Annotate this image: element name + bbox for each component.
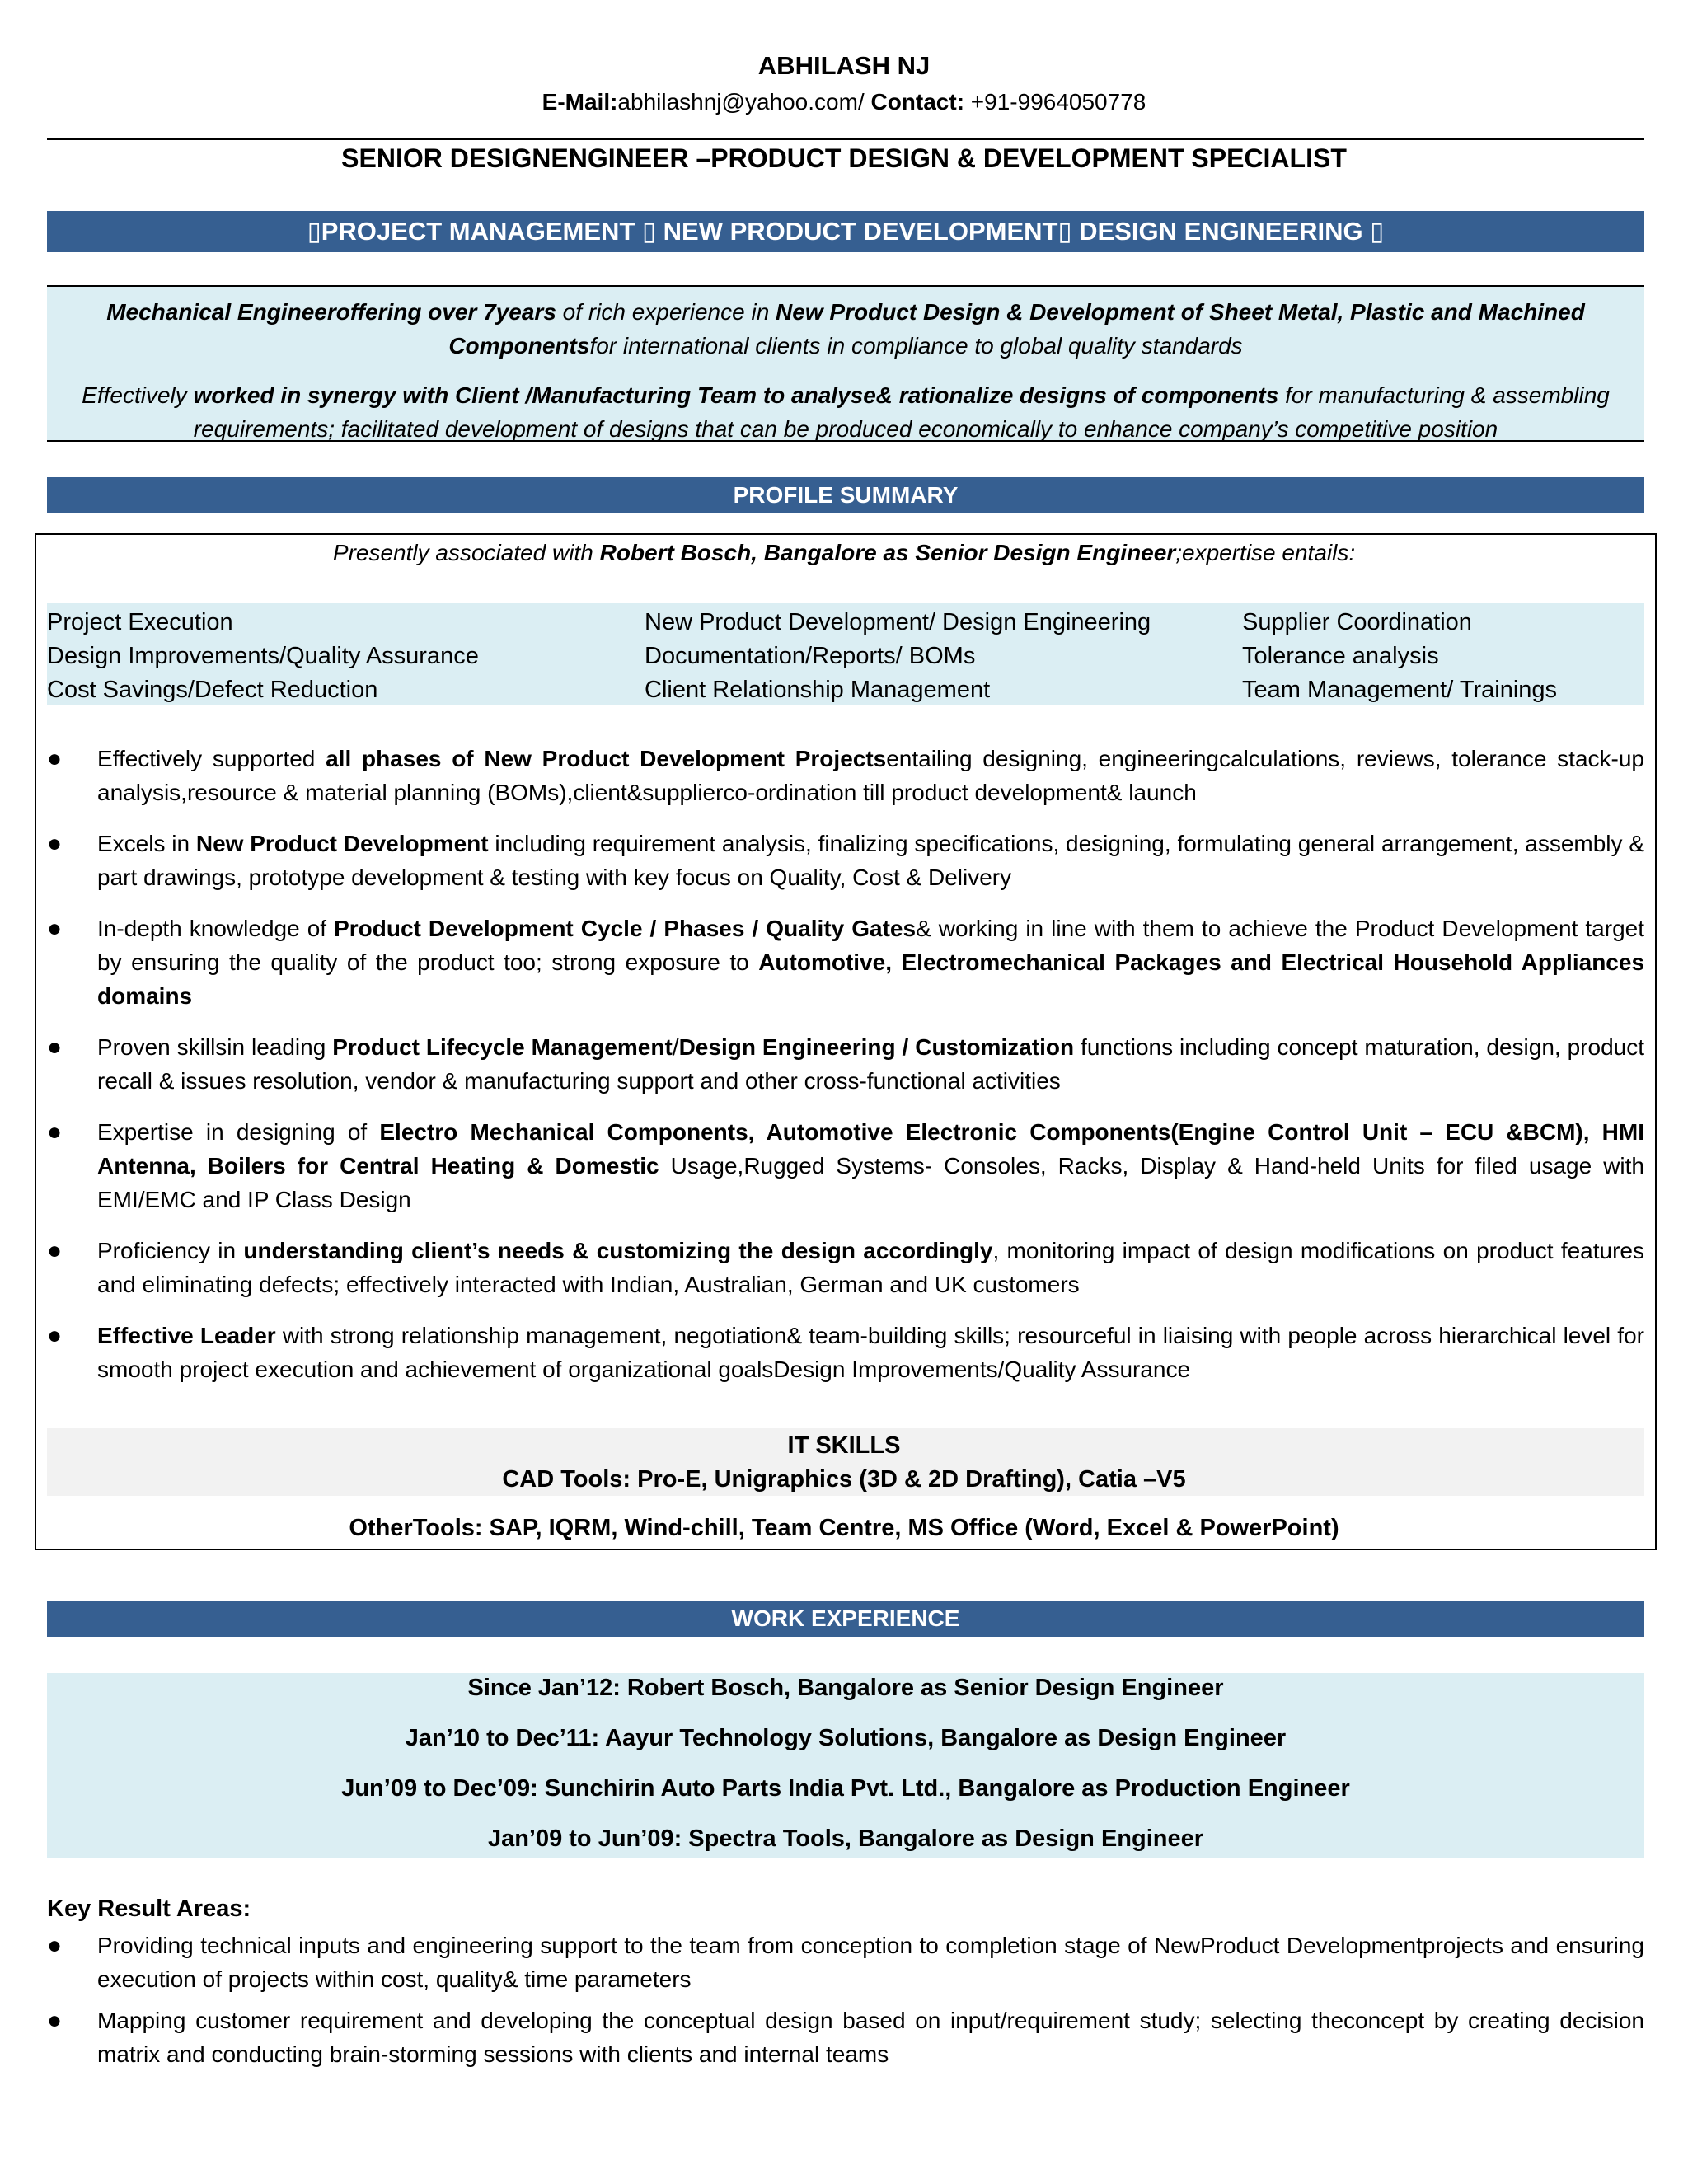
key-result-areas-heading: Key Result Areas: <box>47 1896 251 1922</box>
phone-number: +91-9964050778 <box>970 89 1146 115</box>
expertise-item: Project Execution <box>47 609 233 635</box>
header-divider <box>47 138 1644 140</box>
list-item: ● In-depth knowledge of Product Development Cycle / Phases / Quality Gates& working in line with them to achieve the Product Development target by ensuring the quality of the product too; strong exposure to Automotive, Electromechanical Packages and Electrical Household Appliances domains <box>47 912 1644 1013</box>
intro-summary <box>47 285 1644 442</box>
bullet-icon: ● <box>47 1322 63 1349</box>
bullet-icon: ● <box>47 745 63 772</box>
profile-bullets <box>47 742 1644 1386</box>
job-entry: Since Jan’12: Robert Bosch, Bangalore as Senior Design Engineer <box>467 1675 1224 1701</box>
candidate-name: ABHILASH NJ <box>757 51 931 80</box>
expertise-item: Tolerance analysis <box>1242 643 1439 669</box>
work-experience-heading: WORK EXPERIENCE <box>47 1601 1644 1637</box>
bullet-icon: ● <box>47 2007 63 2034</box>
job-entry: Jun’09 to Dec’09: Sunchirin Auto Parts India Pvt. Ltd., Bangalore as Production Engineer <box>341 1775 1350 1802</box>
job-history <box>47 1673 1644 1858</box>
expertise-column-3 <box>1242 606 1557 707</box>
expertise-column-2 <box>645 606 1151 707</box>
expertise-item: Supplier Coordination <box>1242 609 1472 635</box>
job-entry: Jan’10 to Dec’11: Aayur Technology Solutions, Bangalore as Design Engineer <box>405 1725 1287 1751</box>
it-skills-heading: IT SKILLS <box>787 1432 901 1459</box>
email-address: abhilashnj@yahoo.com/ <box>617 89 865 115</box>
expertise-column-1 <box>47 606 479 707</box>
other-tools: OtherTools: SAP, IQRM, Wind-chill, Team Centre, MS Office (Word, Excel & PowerPoint) <box>349 1515 1339 1541</box>
bullet-icon: ● <box>47 1033 63 1061</box>
expertise-grid <box>47 603 1644 705</box>
list-item: ● Proven skillsin leading Product Lifecycle Management/Design Engineering / Customization functions including concept maturation, design, product recall & issues resolution, vendor & manufacturing support and other cross-functional activities <box>47 1030 1644 1098</box>
expertise-item: Documentation/Reports/ BOMs <box>645 643 976 669</box>
expertise-item: Design Improvements/Quality Assurance <box>47 643 479 669</box>
bullet-icon: ● <box>47 915 63 942</box>
list-item: ● Effectively supported all phases of New Product Development Projectsentailing designing, engineeringcalculations, reviews, tolerance stack-up analysis,resource & material planning (BOMs),client&supplierco-ordination till product development& launch <box>47 742 1644 809</box>
job-entry: Jan’09 to Jun’09: Spectra Tools, Bangalore as Design Engineer <box>487 1825 1204 1852</box>
intro-paragraph-1: Mechanical Engineeroffering over 7years of rich experience in New Product Design & Development of Sheet Metal, Plastic and Machined Componentsfor international clients in compliance to global quality standards <box>106 299 1585 359</box>
email-label: E-Mail: <box>542 89 618 115</box>
bullet-icon: ● <box>47 1118 63 1146</box>
expertise-item: New Product Development/ Design Engineering <box>645 609 1151 635</box>
expertise-item: Cost Savings/Defect Reduction <box>47 677 378 703</box>
job-title: SENIOR DESIGNENGINEER –PRODUCT DESIGN & DEVELOPMENT SPECIALIST <box>341 143 1347 173</box>
list-item: ● Effective Leader with strong relationship management, negotiation& team-building skills; resourceful in liaising with people across hierarchical level for smooth project execution and achievement of organizational goalsDesign Improvements/Quality Assurance <box>47 1319 1644 1386</box>
current-association: Presently associated with Robert Bosch, Bangalore as Senior Design Engineer;expertise entails: <box>332 540 1356 565</box>
list-item: ● Excels in New Product Development including requirement analysis, finalizing specifications, designing, formulating general arrangement, assembly & part drawings, prototype development & testing with key focus on Quality, Cost & Delivery <box>47 827 1644 894</box>
expertise-item: Client Relationship Management <box>645 677 991 703</box>
bullet-icon: ● <box>47 1932 63 1959</box>
expertise-item: Team Management/ Trainings <box>1242 677 1558 703</box>
key-result-areas-list <box>47 1929 1644 2071</box>
profile-summary-heading: PROFILE SUMMARY <box>47 477 1644 513</box>
contact-label: Contact: <box>870 89 965 115</box>
intro-paragraph-2: Effectively worked in synergy with Client /Manufacturing Team to analyse& rationalize designs of components for manufacturing & assembling requirements; facilitated development of designs that can be produced economically to enhance company’s competitive position <box>82 382 1610 442</box>
list-item: ● Providing technical inputs and engineering support to the team from conception to completion stage of NewProduct Developmentprojects and ensuring execution of projects within cost, quality& time parameters <box>47 1929 1644 1996</box>
keywords-bar: ▯PROJECT MANAGEMENT ▯ NEW PRODUCT DEVELOPMENT▯ DESIGN ENGINEERING ▯ <box>47 211 1644 252</box>
list-item: ● Expertise in designing of Electro Mechanical Components, Automotive Electronic Components(Engine Control Unit – ECU &BCM), HMI Antenna, Boilers for Central Heating & Domestic Usage,Rugged Systems- Consoles, Racks, Display & Hand-held Units for filed usage with EMI/EMC and IP Class Design <box>47 1115 1644 1216</box>
contact-line <box>0 89 1688 115</box>
list-item: ● Proficiency in understanding client’s needs & customizing the design accordingly, monitoring impact of design modifications on product features and eliminating defects; effectively interacted with Indian, Australian, German and UK customers <box>47 1234 1644 1301</box>
cad-tools: CAD Tools: Pro-E, Unigraphics (3D & 2D Drafting), Catia –V5 <box>502 1466 1186 1493</box>
bullet-icon: ● <box>47 830 63 857</box>
bullet-icon: ● <box>47 1237 63 1264</box>
list-item: ● Mapping customer requirement and developing the conceptual design based on input/requirement study; selecting theconcept by creating decision matrix and conducting brain-storming sessions with clients and internal teams <box>47 2004 1644 2071</box>
